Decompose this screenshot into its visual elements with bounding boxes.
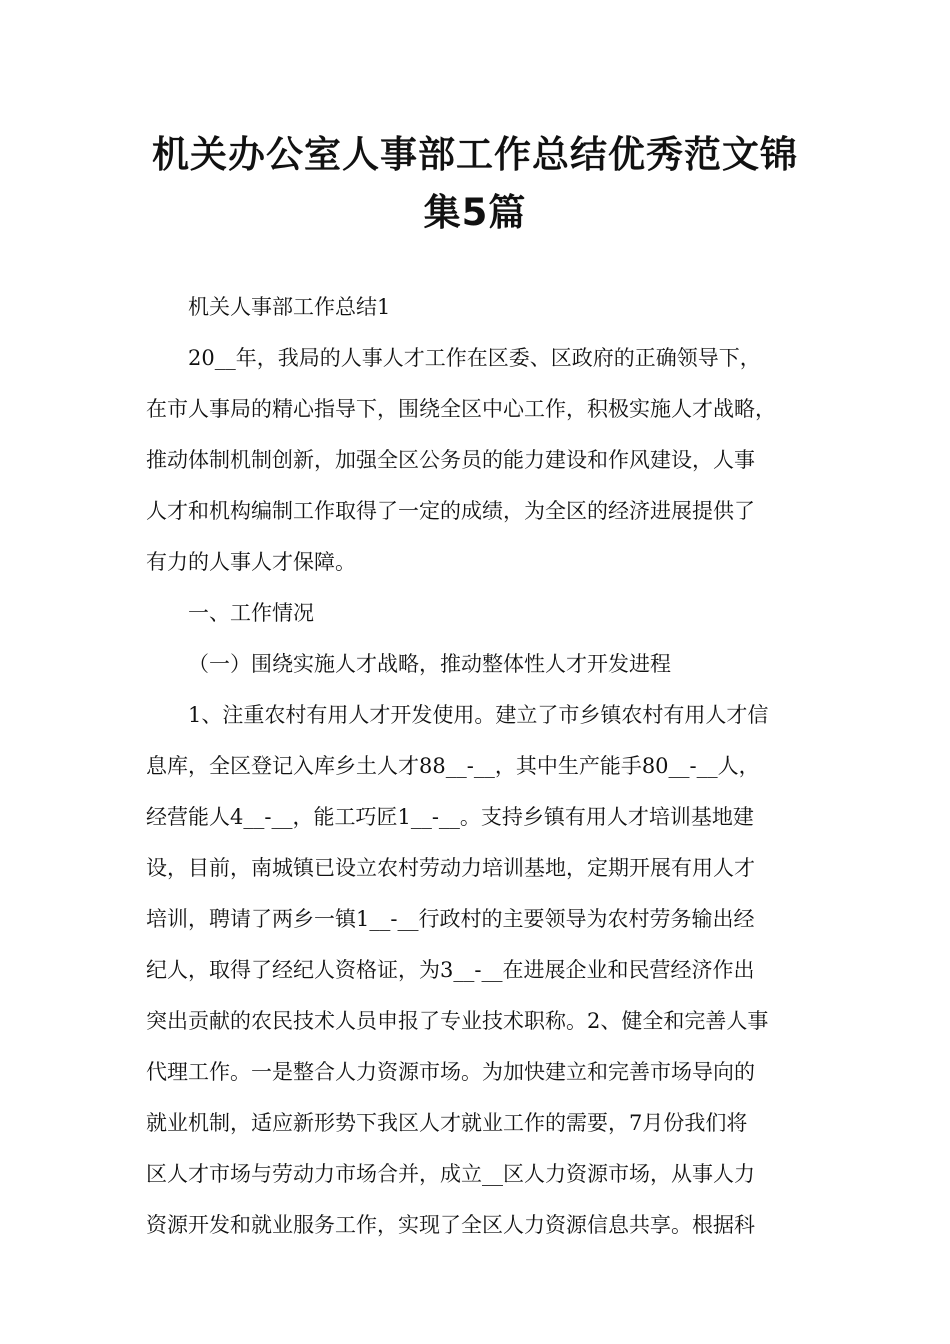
intro-line: 有力的人事人才保障。 (146, 550, 356, 574)
intro-line: 20__年，我局的人事人才工作在区委、区政府的正确领导下， (188, 346, 761, 370)
title-line-2: 集5篇 (423, 191, 527, 234)
intro-line: 推动体制机制创新，加强全区公务员的能力建设和作风建设，人事 (146, 448, 755, 472)
heading-work-situation: 一、工作情况 (188, 601, 314, 625)
paragraph-line: 经营能人4__-__，能工巧匠1__-__。支持乡镇有用人才培训基地建 (146, 805, 754, 829)
intro-paragraph (146, 333, 826, 588)
document-body (146, 282, 826, 1251)
paragraph-line: 区人才市场与劳动力市场合并，成立__区人力资源市场，从事人力 (146, 1162, 755, 1186)
title-line-1: 机关办公室人事部工作总结优秀范文锦 (152, 133, 798, 176)
section-heading: 机关人事部工作总结1 (188, 295, 391, 319)
paragraph-line: 纪人，取得了经纪人资格证，为3__-__在进展企业和民营经济作出 (146, 958, 755, 982)
paragraph-line: 就业机制，适应新形势下我区人才就业工作的需要，7月份我们将 (146, 1111, 748, 1135)
paragraph-line: 代理工作。一是整合人力资源市场。为加快建立和完善市场导向的 (146, 1060, 755, 1084)
intro-line: 在市人事局的精心指导下，围绕全区中心工作，积极实施人才战略， (146, 397, 776, 421)
paragraph-line: 1、注重农村有用人才开发使用。建立了市乡镇农村有用人才信 (188, 703, 769, 727)
paragraph-line: 设，目前，南城镇已设立农村劳动力培训基地，定期开展有用人才 (146, 856, 755, 880)
subheading-talent-strategy: （一）围绕实施人才战略，推动整体性人才开发进程 (188, 652, 671, 676)
paragraph-line: 培训，聘请了两乡一镇1__-__行政村的主要领导为农村劳务输出经 (146, 907, 755, 931)
paragraph-line: 突出贡献的农民技术人员申报了专业技术职称。2、健全和完善人事 (146, 1009, 769, 1033)
talent-paragraph (146, 690, 826, 1251)
intro-line: 人才和机构编制工作取得了一定的成绩，为全区的经济进展提供了 (146, 499, 755, 523)
document-title (100, 126, 850, 242)
paragraph-line: 息库，全区登记入库乡土人才88__-__，其中生产能手80__-__人， (146, 754, 760, 778)
paragraph-line: 资源开发和就业服务工作，实现了全区人力资源信息共享。根据科 (146, 1213, 755, 1237)
